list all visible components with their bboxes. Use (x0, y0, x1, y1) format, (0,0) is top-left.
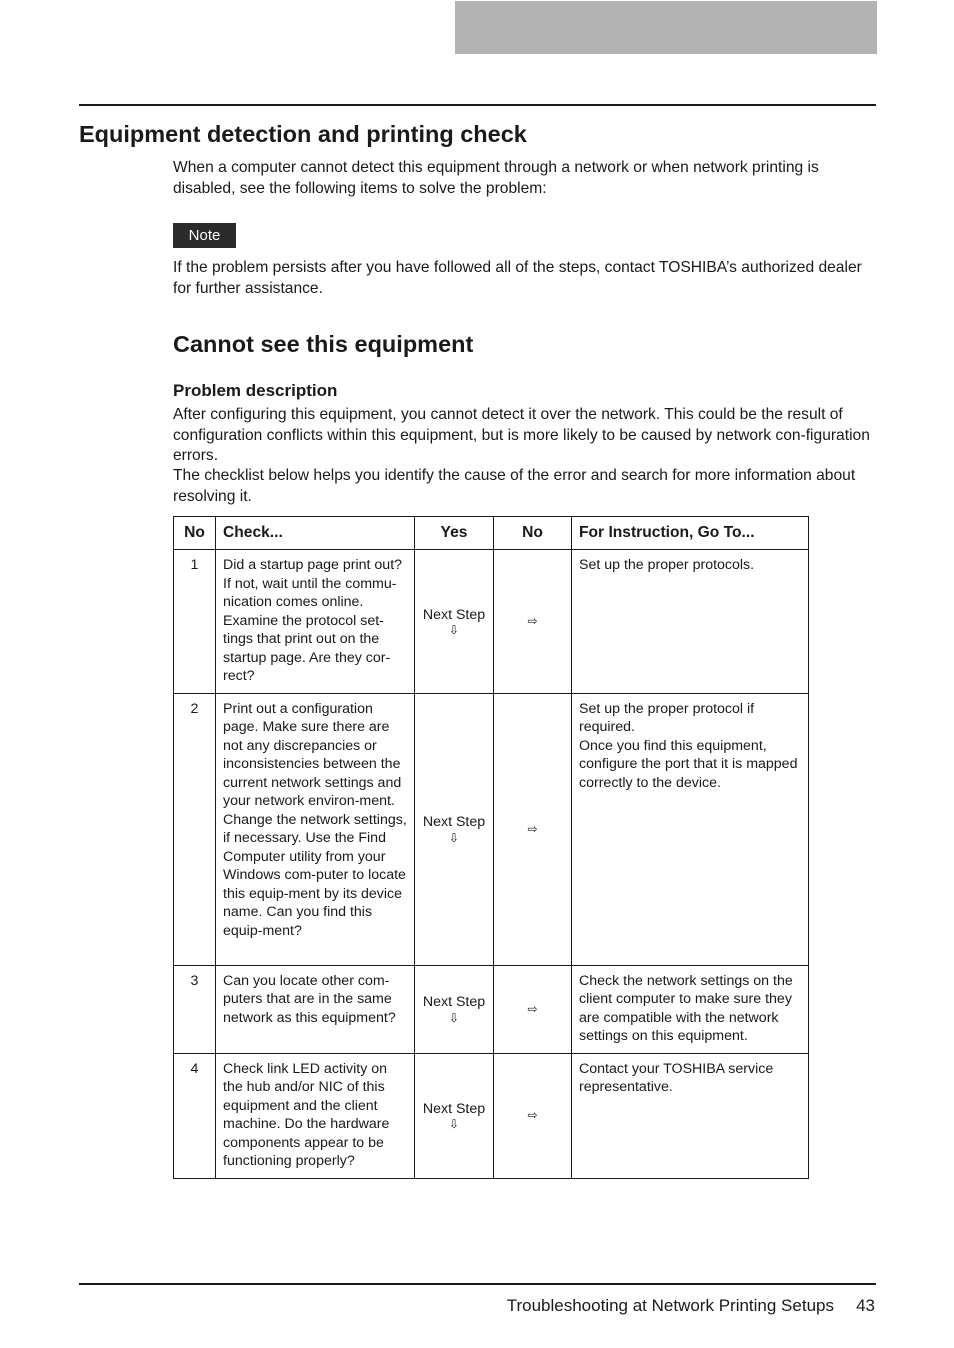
next-step-label: Next Step (422, 606, 486, 623)
arrow-down-icon: ⇩ (448, 830, 460, 845)
next-step-label: Next Step (422, 994, 486, 1011)
arrow-right-icon: ⇨ (527, 1108, 538, 1123)
page-title: Equipment detection and printing check (79, 121, 527, 147)
next-step-label: Next Step (422, 814, 486, 831)
note-badge: Note (173, 223, 236, 248)
arrow-right-icon: ⇨ (527, 1001, 538, 1016)
table-row (174, 1053, 809, 1178)
header-yes: Yes (415, 517, 494, 550)
row-yes (415, 965, 494, 1053)
table-row (174, 965, 809, 1053)
header-no: No (174, 517, 216, 550)
bottom-rule (79, 1283, 876, 1285)
row-no (494, 1053, 572, 1178)
section-title: Cannot see this equipment (173, 331, 474, 357)
footer-section-title: Troubleshooting at Network Printing Setups (506, 1296, 834, 1315)
arrow-right-icon: ⇨ (527, 614, 538, 628)
row-instruction (572, 693, 809, 965)
row-check: Check link LED activity on the hub and/or NIC of this equipment and the client machine. Do the hardware components appear to be functioning properly? (216, 1053, 415, 1178)
row-no (494, 965, 572, 1053)
header-instruction: For Instruction, Go To... (572, 517, 809, 550)
row-yes (415, 1053, 494, 1178)
row-number: 2 (174, 693, 216, 965)
row-number: 4 (174, 1053, 216, 1178)
arrow-right-icon: ⇨ (527, 821, 538, 836)
arrow-down-icon: ⇩ (448, 1010, 460, 1025)
arrow-down-icon: ⇩ (448, 1117, 460, 1132)
row-check: Can you locate other com-puters that are in the same network as this equipment? (216, 965, 415, 1053)
problem-paragraph-2: The checklist below helps you identify the cause of the error and search for more information about resolving it. (173, 467, 856, 505)
next-step-label: Next Step (422, 1100, 486, 1117)
header-no-2: No (494, 517, 572, 550)
row-yes (415, 693, 494, 965)
row-instruction-text: Set up the proper protocol if required. Once you find this equipment, configure the port that it is mapped correctly to the device. (579, 700, 798, 791)
row-instruction: Check the network settings on the client computer to make sure they are compatible with the network settings on this equipment. (572, 965, 809, 1053)
row-check: Print out a configuration page. Make sure there are not any discrepancies or inconsistencies between the current network settings and your network environ-ment. Change the network settings, if necessary. Use the Find Computer utility from your Windows com-puter to locate this equip-ment by its device name. Can you find this equip-ment? (216, 693, 415, 965)
row-number: 1 (174, 550, 216, 694)
row-no (494, 693, 572, 965)
row-yes (415, 550, 494, 694)
top-rule (79, 104, 876, 106)
page-number: 43 (856, 1296, 875, 1315)
header-bar (455, 1, 877, 54)
row-instruction: Contact your TOSHIBA service representative. (572, 1053, 809, 1178)
problem-paragraph-1: After configuring this equipment, you cannot detect it over the network. This could be the result of configuration conflicts within this equipment, but is more likely to be caused by network con-figuration errors. (173, 406, 870, 464)
table-header-row (174, 517, 809, 550)
row-number: 3 (174, 965, 216, 1053)
table-row (174, 693, 809, 965)
row-check: Did a startup page print out? If not, wait until the commu-nication comes online. Examine the protocol set-tings that print out on the startup page. Are they cor-rect? (216, 550, 415, 694)
header-check: Check... (216, 517, 415, 550)
checklist-table (173, 516, 809, 1179)
row-instruction: Set up the proper protocols. (572, 550, 809, 694)
arrow-down-icon: ⇩ (448, 623, 460, 637)
note-text: If the problem persists after you have followed all of the steps, contact TOSHIBA’s authorized dealer for further assistance. (173, 259, 862, 297)
table-row (174, 550, 809, 694)
row-no (494, 550, 572, 694)
problem-heading: Problem description (173, 381, 338, 400)
intro-paragraph: When a computer cannot detect this equipment through a network or when network printing is disabled, see the following items to solve the problem: (173, 159, 819, 197)
